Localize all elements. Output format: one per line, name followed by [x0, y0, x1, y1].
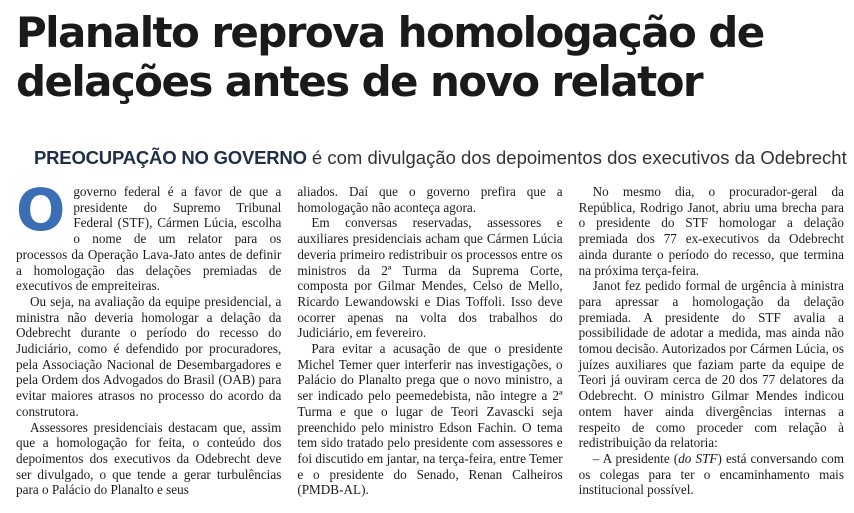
quote-aside: do STF: [678, 450, 718, 466]
paragraph: Em conversas reservadas, assessores e auxiliares presidenciais acham que Cármen Lúcia deveria primeiro redistribuir os processos entre os ministros da 2ª Turma da Suprema Corte, composta por Gilmar Mendes, Celso de Mello, Ricardo Lewandowski e Dias Toffoli. Isso deve ocorrer apenas na volta dos trabalhos do Judiciário, em fevereiro.: [297, 215, 563, 341]
paragraph: Ou seja, na avaliação da equipe presidencial, a ministra não deveria homologar a delação da Odebrecht durante o período do recesso do Judiciário, como é defendido por procuradores, pela Associação Nacional de Desembargadores e pela Ordem dos Advogados do Brasil (OAB) para evitar maiores atrasos no processo do acordo da construtora.: [16, 293, 282, 419]
headline: Planalto reprova homologação de delações antes de novo relator: [16, 8, 764, 106]
paragraph: Para evitar a acusação de que o presidente Michel Temer quer interferir nas investigações, o Palácio do Planalto prega que o novo ministro, a ser indicado pelo peemedebista, não integre a 2ª Turma e que o lugar de Teori Zavascki seja preenchido pelo ministro Edson Fachin. O tema tem sido tratado pelo presidente com assessores e foi discutido em jantar, na terça-feira, entre Temer e o presidente do Senado, Renan Calheiros (PMDB-AL).: [297, 341, 563, 498]
paragraph: Janot fez pedido formal de urgência à ministra para apressar a homologação da delação premiada. A presidente do STF avalia a possibilidade de adotar a medida, mas ainda não tomou decisão. Autorizados por Cármen Lúcia, os juízes auxiliares que faziam parte da equipe de Teori já ouviram cerca de 20 dos 77 delatores da Odebrecht. O ministro Gilmar Mendes indicou ontem haver ainda divergências internas a respeito de como proceder com relação à redistribuição da relatoria:: [578, 278, 844, 451]
paragraph-text: governo federal é a favor de que a presidente do Supremo Tribunal Federal (STF), Cármen Lúcia, escolha o nome de um relator para os processos da Operação Lava-Jato antes de definir a homologação das delações premiadas de executivos de empreiteiras.: [16, 184, 282, 294]
article-body: [16, 176, 844, 509]
column-1: [16, 176, 282, 509]
quote-text: ) está conversando com os colegas para ter o encaminhamento mais institucional possível.: [578, 450, 844, 498]
subhead-kicker: PREOCUPAÇÃO NO GOVERNO: [34, 147, 307, 168]
quote-text: – A presidente (: [592, 450, 679, 466]
subhead-text: é com divulgação dos depoimentos dos executivos da Odebrecht: [306, 147, 847, 168]
paragraph: Assessores presidenciais destacam que, assim que a homologação for feita, o conteúdo dos depoimentos dos executivos da Odebrecht deve ser divulgado, o que tende a gerar turbulências para o Palácio do Planalto e seus: [16, 419, 282, 498]
subheadline: [34, 146, 849, 170]
paragraph: aliados. Daí que o governo prefira que a homologação não aconteça agora.: [297, 184, 563, 215]
drop-cap: O: [16, 176, 66, 244]
paragraph: No mesmo dia, o procurador-geral da República, Rodrigo Janot, abriu uma brecha para o presidente do STF homologar a delação premiada dos 77 ex-executivos da Odebrecht ainda durante o período do recesso, que termina na próxima terça-feira.: [578, 184, 844, 278]
paragraph: [16, 176, 282, 294]
column-3: [579, 184, 844, 509]
column-2: [297, 184, 562, 509]
paragraph: [579, 451, 844, 498]
